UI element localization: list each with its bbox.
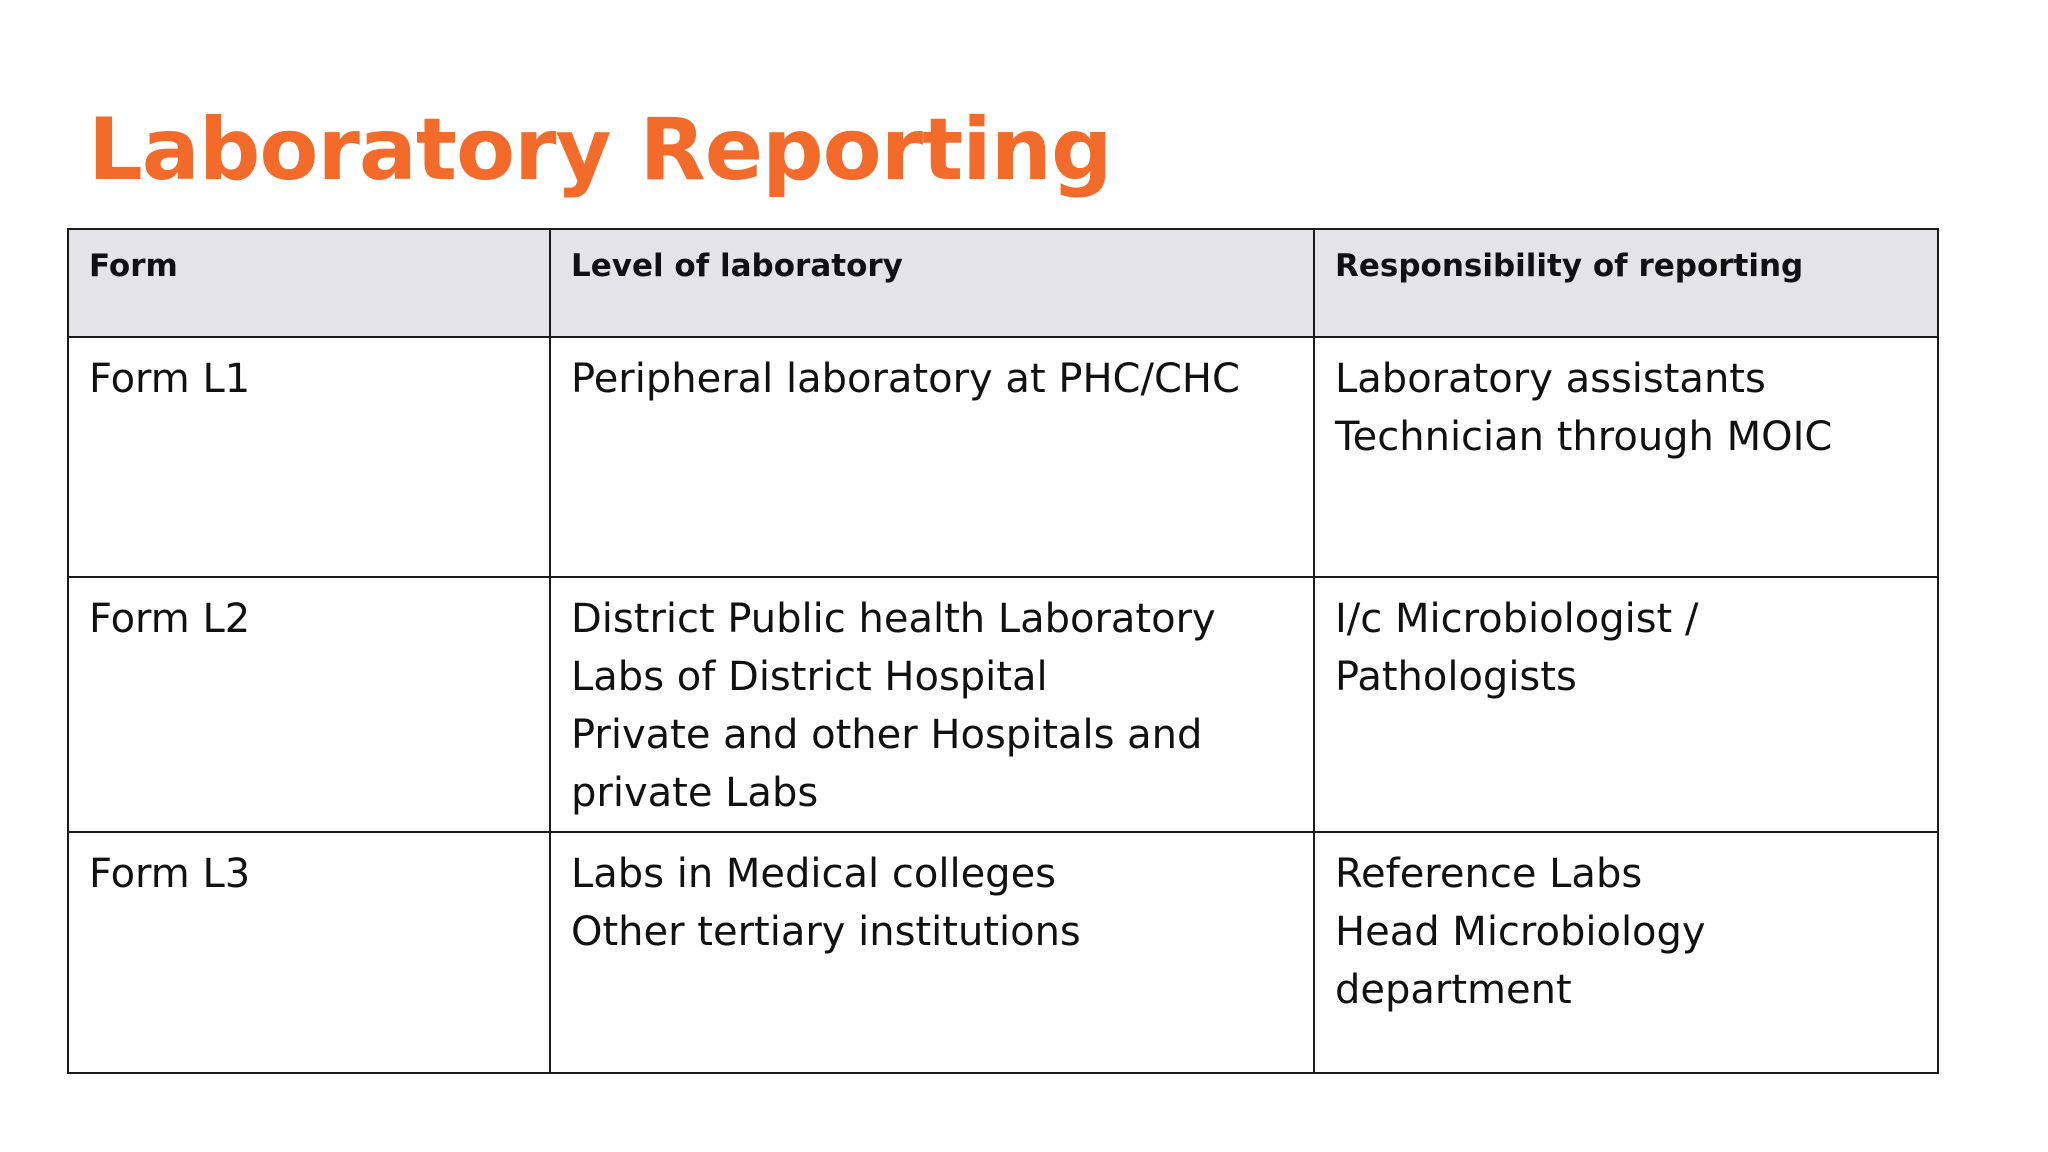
form-cell	[68, 832, 550, 1073]
form-cell	[68, 337, 550, 577]
responsibility-line: Pathologists	[1335, 654, 1577, 700]
responsibility-cell	[1314, 337, 1938, 577]
form-label: Form L2	[89, 596, 251, 642]
level-line: Peripheral laboratory at PHC/CHC	[571, 356, 1240, 402]
responsibility-line: Head Microbiology	[1335, 909, 1706, 955]
reporting-table	[67, 228, 1939, 1074]
form-label: Form L3	[89, 851, 251, 897]
level-line: District Public health Laboratory	[571, 596, 1216, 642]
header-responsibility: Responsibility of reporting	[1314, 229, 1938, 337]
level-cell	[550, 337, 1314, 577]
responsibility-cell	[1314, 577, 1938, 832]
form-label: Form L1	[89, 356, 251, 402]
header-form: Form	[68, 229, 550, 337]
responsibility-line: Technician through MOIC	[1335, 414, 1833, 460]
responsibility-line: I/c Microbiologist /	[1335, 596, 1699, 642]
responsibility-line: Reference Labs	[1335, 851, 1643, 897]
responsibility-line: department	[1335, 967, 1572, 1013]
form-cell	[68, 577, 550, 832]
table-header-row	[68, 229, 1938, 337]
level-line: private Labs	[571, 770, 819, 816]
slide-title: Laboratory Reporting	[88, 100, 1112, 200]
table-row	[68, 577, 1938, 832]
level-cell	[550, 832, 1314, 1073]
header-level: Level of laboratory	[550, 229, 1314, 337]
level-line: Other tertiary institutions	[571, 909, 1081, 955]
level-cell	[550, 577, 1314, 832]
level-line: Labs of District Hospital	[571, 654, 1048, 700]
table-row	[68, 832, 1938, 1073]
responsibility-cell	[1314, 832, 1938, 1073]
responsibility-line: Laboratory assistants	[1335, 356, 1766, 402]
level-line: Labs in Medical colleges	[571, 851, 1057, 897]
table-row	[68, 337, 1938, 577]
level-line: Private and other Hospitals and	[571, 712, 1203, 758]
